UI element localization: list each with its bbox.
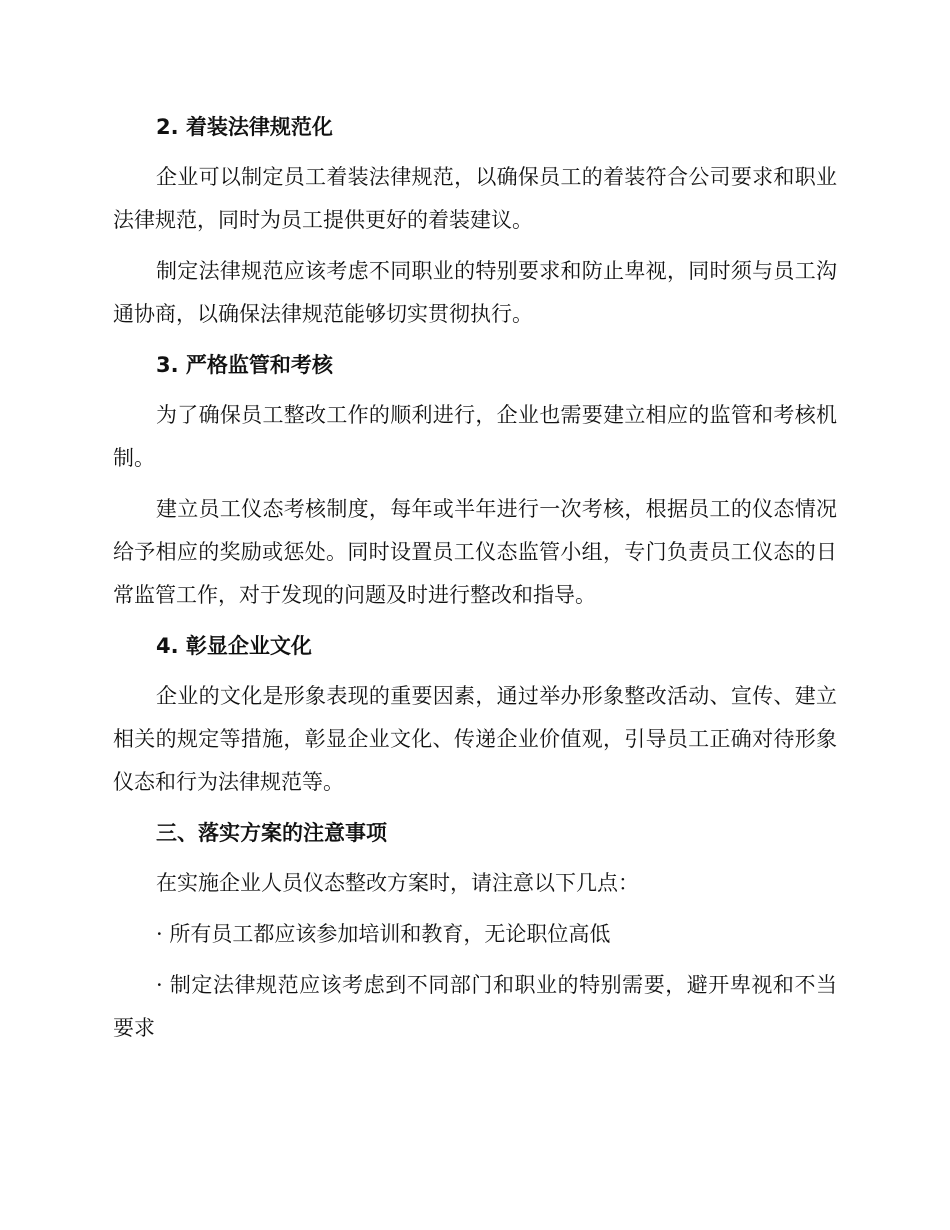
document-body bbox=[113, 106, 837, 1050]
list-item-training: · 所有员工都应该参加培训和教育，无论职位高低 bbox=[156, 922, 611, 946]
section-heading-dress-code: 2. 着装法律规范化 bbox=[156, 115, 333, 139]
section-heading-culture: 4. 彰显企业文化 bbox=[156, 634, 312, 658]
section-heading-notes: 三、落实方案的注意事项 bbox=[156, 821, 387, 845]
paragraph-supervision-system: 建立员工仪态考核制度，每年或半年进行一次考核，根据员工的仪态情况给予相应的奖励或惩处。同时设置员工仪态监管小组，专门负责员工仪态的日常监管工作，对于发现的问题及时进行整改和指导。 bbox=[113, 497, 837, 607]
paragraph-culture: 企业的文化是形象表现的重要因素，通过举办形象整改活动、宣传、建立相关的规定等措施，彰显企业文化、传递企业价值观，引导员工正确对待形象仪态和行为法律规范等。 bbox=[113, 684, 837, 794]
paragraph-dress-code-intro: 企业可以制定员工着装法律规范，以确保员工的着装符合公司要求和职业法律规范，同时为员工提供更好的着装建议。 bbox=[113, 165, 837, 232]
section-heading-supervision: 3. 严格监管和考核 bbox=[156, 353, 333, 377]
list-item-regulation: · 制定法律规范应该考虑到不同部门和职业的特别需要，避开卑视和不当要求 bbox=[113, 973, 837, 1040]
paragraph-dress-code-consideration: 制定法律规范应该考虑不同职业的特别要求和防止卑视，同时须与员工沟通协商，以确保法律规范能够切实贯彻执行。 bbox=[113, 259, 837, 326]
paragraph-notes-intro: 在实施企业人员仪态整改方案时，请注意以下几点： bbox=[156, 871, 639, 895]
paragraph-supervision-intro: 为了确保员工整改工作的顺利进行，企业也需要建立相应的监管和考核机制。 bbox=[113, 403, 837, 470]
